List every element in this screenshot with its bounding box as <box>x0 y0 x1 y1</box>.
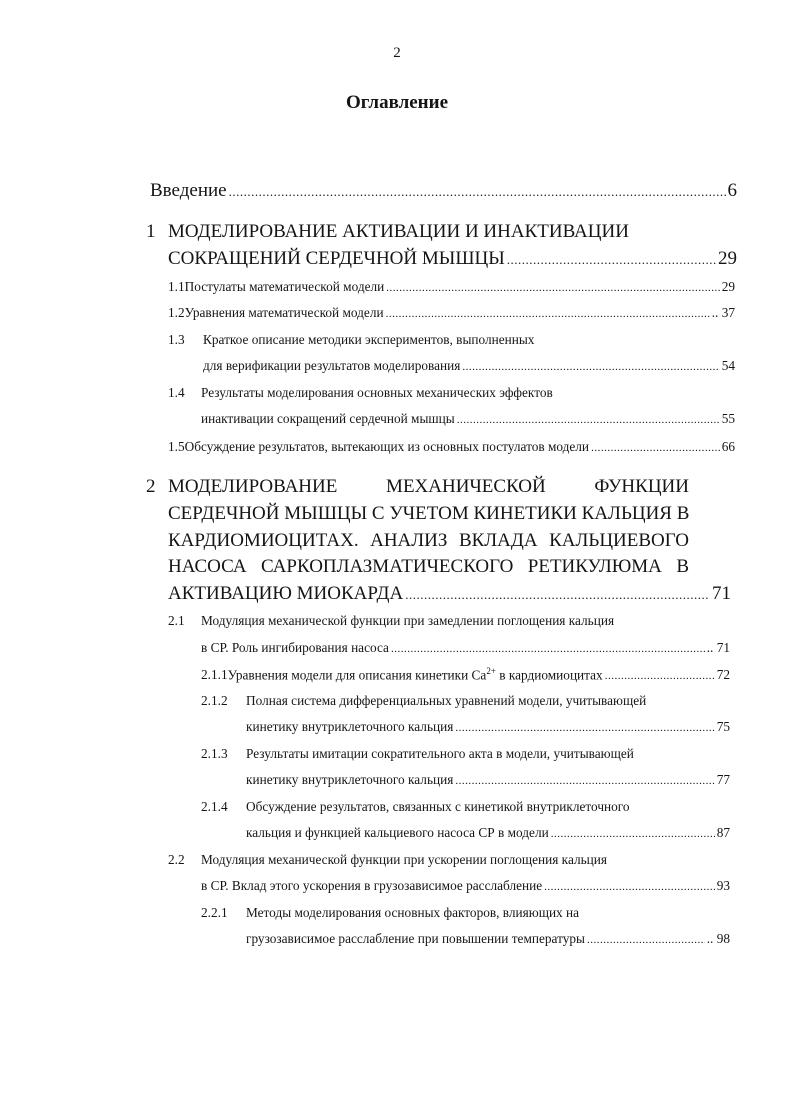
dot-leader <box>457 414 720 426</box>
toc-page-number: 29 <box>721 279 735 294</box>
section-title: в СР. Роль ингибирования насоса <box>201 640 389 655</box>
toc-page-number: 54 <box>721 358 735 373</box>
dot-leader <box>605 670 715 682</box>
toc-entry-2-1-3-line-1[interactable] <box>201 746 634 762</box>
subsection-title: Методы моделирования основных факторов, влияющих на <box>246 905 580 920</box>
toc-page-number: 71 <box>712 583 731 604</box>
subsection-number: 2.1.3 <box>201 746 228 761</box>
dot-leader <box>591 442 720 454</box>
subsection-title: кальция и функцией кальциевого насоса СР в модели <box>246 825 549 840</box>
dot-leader <box>551 828 715 840</box>
dot-leader <box>587 934 705 946</box>
section-title: Обсуждение результатов, вытекающих из основных постулатов модели <box>184 439 590 454</box>
subsection-number: 2.1.2 <box>201 693 228 708</box>
section-number: 1.5 <box>168 439 185 454</box>
chapter-title: СОКРАЩЕНИЙ СЕРДЕЧНОЙ МЫШЦЫ <box>168 248 505 269</box>
toc-entry-2-1-line-1[interactable] <box>168 613 614 629</box>
section-title: инактивации сокращений сердечной мышцы <box>201 411 455 426</box>
chapter-2-number <box>146 476 156 498</box>
subsection-title: грузозависимое расслабление при повышении температуры <box>246 931 585 946</box>
toc-page-number: 6 <box>727 180 737 201</box>
toc-entry-2-1-2-line-2[interactable] <box>246 719 730 735</box>
toc-heading: Оглавление <box>345 92 449 113</box>
subsection-title: Полная система дифференциальных уравнений модели, учитывающей <box>246 693 647 708</box>
section-title: для верификации результатов моделирования <box>203 358 461 373</box>
section-title: Постулаты математической модели <box>184 279 385 294</box>
toc-entry-1-1[interactable] <box>168 279 735 295</box>
toc-entry-2-2-1-line-1[interactable] <box>201 905 579 921</box>
subsection-title: кинетику внутриклеточного кальция <box>246 772 454 787</box>
chapter-2-title-line-4[interactable]: НАСОСА САРКОПЛАЗМАТИЧЕСКОГО РЕТИКУЛЮМА В <box>168 556 689 577</box>
chapter-title: АКТИВАЦИЮ МИОКАРДА <box>168 583 404 604</box>
dot-leader <box>455 775 714 787</box>
toc-page-number: 55 <box>721 411 735 426</box>
chapter-2-title-line-2[interactable]: СЕРДЕЧНОЙ МЫШЦЫ С УЧЕТОМ КИНЕТИКИ КАЛЬЦИЯ В <box>168 503 690 524</box>
toc-page-number: .. 98 <box>706 931 730 946</box>
toc-page-number: 29 <box>718 248 737 269</box>
toc-entry-2-1-3-line-2[interactable] <box>246 772 730 788</box>
toc-entry-1-4-line-1[interactable] <box>168 385 553 401</box>
toc-entry-2-2-1-line-2[interactable] <box>246 931 730 947</box>
toc-page-number: .. 37 <box>711 305 735 320</box>
page-number: 2 <box>393 45 401 61</box>
toc-page-number: 93 <box>716 878 730 893</box>
section-title: Результаты моделирования основных механических эффектов <box>201 385 553 400</box>
section-title: Модуляция механической функции при замедлении поглощения кальция <box>201 613 615 628</box>
toc-entry-1-2[interactable] <box>168 305 735 321</box>
toc-entry-2-1-1[interactable] <box>201 666 730 683</box>
toc-entry-2-1-4-line-2[interactable] <box>246 825 730 841</box>
toc-page-number: .. 71 <box>706 640 730 655</box>
section-title: Уравнения математической модели <box>184 305 384 320</box>
toc-entry-2-1-line-2[interactable] <box>201 640 730 656</box>
section-title: Краткое описание методики экспериментов, выполненных <box>203 332 535 347</box>
dot-leader <box>229 184 726 200</box>
subsection-number: 2.2.1 <box>201 905 228 920</box>
subsection-number: 2.1.4 <box>201 799 228 814</box>
section-number: 1.2 <box>168 305 185 320</box>
section-number: 2.1 <box>168 613 185 628</box>
chapter-title: МОДЕЛИРОВАНИЕ АКТИВАЦИИ И ИНАКТИВАЦИИ <box>168 221 629 242</box>
toc-page-number: 87 <box>716 825 730 840</box>
dot-leader <box>507 252 716 268</box>
subsection-title: Результаты имитации сократительного акта в модели, учитывающей <box>246 746 634 761</box>
toc-entry-2-1-4-line-1[interactable] <box>201 799 630 815</box>
chapter-1-title-line-2[interactable] <box>168 248 737 270</box>
section-title: в СР. Вклад этого ускорения в грузозависимое расслабление <box>201 878 543 893</box>
dot-leader <box>462 361 719 373</box>
chapter-number: 2 <box>146 476 156 497</box>
section-number: 2.2 <box>168 852 185 867</box>
dot-leader <box>386 282 719 294</box>
toc-entry-1-3-line-2[interactable] <box>203 358 735 374</box>
toc-entry-intro[interactable] <box>150 180 737 202</box>
toc-page-number: 75 <box>716 719 730 734</box>
subsection-title-text: Уравнения модели для описания кинетики Ca <box>227 667 487 683</box>
chapter-1-title-line-1[interactable] <box>146 221 629 243</box>
section-number: 1.1 <box>168 279 185 294</box>
toc-entry-1-4-line-2[interactable] <box>201 411 735 427</box>
dot-leader <box>405 587 710 603</box>
dot-leader <box>544 881 715 893</box>
subsection-title-text: в кардиомиоцитах <box>495 667 603 683</box>
subsection-number: 2.1.1 <box>201 667 228 683</box>
chapter-2-title-line-3[interactable]: КАРДИОМИОЦИТАХ. АНАЛИЗ ВКЛАДА КАЛЬЦИЕВОГО <box>168 530 689 551</box>
subsection-title <box>228 666 603 683</box>
toc-entry-2-1-2-line-1[interactable] <box>201 693 646 709</box>
toc-entry-1-5[interactable] <box>168 439 735 455</box>
toc-page-number: 77 <box>716 772 730 787</box>
chapter-2-title-line-1[interactable]: МОДЕЛИРОВАНИЕ МЕХАНИЧЕСКОЙ ФУНКЦИИ <box>168 476 689 497</box>
dot-leader <box>391 643 705 655</box>
dot-leader <box>386 308 710 320</box>
toc-entry-title: Введение <box>150 180 227 201</box>
chapter-2-title-line-5[interactable] <box>168 583 731 605</box>
toc-entry-1-3-line-1[interactable] <box>168 332 534 348</box>
subsection-title: Обсуждение результатов, связанных с кинетикой внутриклеточного <box>246 799 630 814</box>
section-title: Модуляция механической функции при ускорении поглощения кальция <box>201 852 608 867</box>
superscript: 2+ <box>486 666 496 676</box>
toc-entry-2-2-line-1[interactable] <box>168 852 607 868</box>
section-number: 1.3 <box>168 332 185 347</box>
chapter-number: 1 <box>146 221 156 242</box>
toc-page-number: 66 <box>721 439 735 454</box>
section-number: 1.4 <box>168 385 185 400</box>
toc-page-number: 72 <box>716 667 730 683</box>
dot-leader <box>455 722 714 734</box>
subsection-title: кинетику внутриклеточного кальция <box>246 719 454 734</box>
toc-entry-2-2-line-2[interactable] <box>201 878 730 894</box>
